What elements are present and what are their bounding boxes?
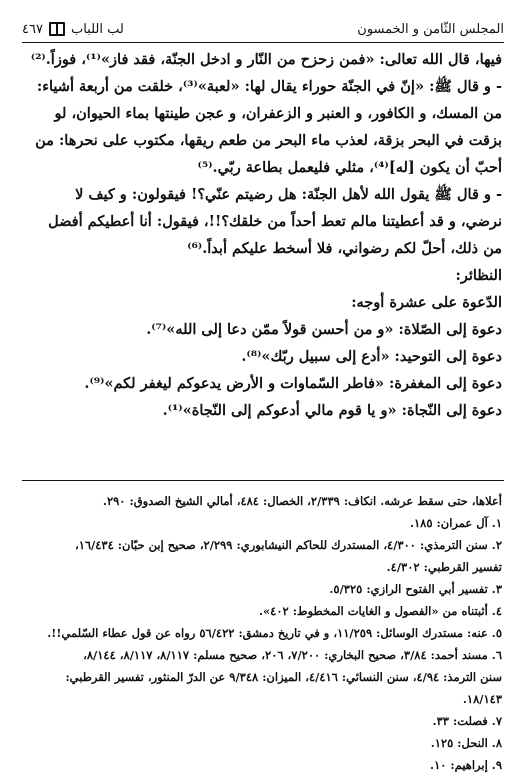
book-title: لب اللباب (70, 21, 124, 37)
text-line: دعوة إلى الصّلاة: «و من أحسن قولاً ممّن دعا إلى الله»⁽⁷⁾. (146, 321, 502, 338)
text-line: بزقت في البحر بزقة، لعذب ماء البحر من طعم ريقها، مكتوب على نحرها: من (35, 132, 502, 149)
footnote-line: ٥. عنه: مستدرك الوسائل: ١١/٢٥٩، و في تاريخ دمشق: ٥٦/٤٢٢ رواه عن قول عطاء السّلمي!!. (47, 626, 502, 640)
text-line: من ذلك، أحلّ لكم رضواني، فلا أسخط عليكم أبداً.⁽⁶⁾ (187, 240, 502, 257)
footnote-line: ٤. أثبتناه من «الفصول و الغايات المخطوط: ٤٠٢». (258, 604, 502, 618)
text-line: دعوة إلى المغفرة: «فاطر السّماوات و الأرض يدعوكم ليغفر لكم»⁽⁹⁾. (84, 375, 502, 392)
book-icon (49, 22, 65, 36)
text-line: فيها، قال الله تعالى: «فمن زحزح من النّار و ادخل الجنّة، فقد فاز»⁽¹⁾، فوزاً.⁽²⁾ (30, 51, 502, 68)
footnote-line: ١. آل عمران: ١٨٥. (409, 516, 502, 530)
text-line: من المسك، و الكافور، و العنبر و الزعفران، و عجن طينتها بماء الحيوان، لو (54, 105, 502, 122)
footnote-line: تفسير القرطبي: ٤/٣٠٢. (386, 560, 502, 574)
text-line: نرضي، و قد أعطيتنا مالم تعط أحداً من خلقك؟!!، فيقول: أنا أعطيكم أفضل (48, 213, 502, 230)
main-text (22, 46, 502, 424)
text-line: الدّعوة على عشرة أوجه: (351, 294, 502, 311)
header-divider (22, 42, 504, 43)
footnote-line: ٣. تفسير أبي الفتوح الرازي: ٥/٣٢٥. (329, 582, 502, 596)
footnote-line: أعلاها، حتى سقط عرشه. انكاف: ٢/٣٣٩، الخصال: ٤٨٤، أمالي الشيخ الصدوق: ٢٩٠. (102, 494, 502, 508)
text-line: دعوة إلى التوحيد: «أدع إلى سبيل ربّك»⁽⁸⁾. (241, 348, 502, 365)
footnote-line: ٦. مسند أحمد: ٣/٨٤، صحيح البخاري: ٧/٢٠٠، ٢٠٦، صحيح مسلم: ٨/١١٧، ٨/١١٧، ٨/١٤٤، (83, 648, 502, 662)
header-left (22, 22, 124, 37)
footnotes (26, 490, 502, 776)
footnote-line: ٨. النحل: ١٢٥. (430, 736, 502, 750)
text-line: أحبّ أن يكون [له]⁽⁴⁾، مثلي فليعمل بطاعة ربّي.⁽⁵⁾ (197, 159, 502, 176)
text-line: - و قال ﷺ يقول الله لأهل الجنّة: هل رضيتم عنّي؟! فيقولون: و كيف لا (75, 186, 502, 203)
footnote-line: ٢. سنن الترمذي: ٤/٣٠٠، المستدرك للحاكم النيشابوري: ٢/٢٩٩، صحيح إبن حبّان: ١٦/٤٣٤، (74, 538, 502, 552)
footnote-line: ٧. فصلت: ٣٣. (432, 714, 502, 728)
footnote-line: سنن الترمذ: ٤/٩٤، سنن النسائي: ٤/٤١٦، الميزان: ٩/٣٤٨ عن الدرّ المنثور، تفسير القرطبي: (65, 670, 502, 684)
footnote-line: ٩. إبراهيم: ١٠. (430, 758, 502, 772)
text-line: - و قال ﷺ: «إنّ في الجنّة حوراء يقال لها: «لعبة»⁽³⁾، خلقت من أربعة أشياء: (36, 78, 502, 95)
chapter-title: المجلس الثّامن و الخمسون (357, 21, 504, 37)
text-line: دعوة إلى النّجاة: «و يا قوم مالي أدعوكم إلى النّجاة»⁽¹⁾. (162, 402, 502, 419)
page-header (22, 18, 504, 40)
footnote-divider (22, 480, 504, 481)
page-number: ٤٦٧ (22, 21, 43, 37)
section-heading: النظائر: (455, 267, 502, 284)
footnote-line: ١٨/١٤٣. (462, 692, 502, 706)
